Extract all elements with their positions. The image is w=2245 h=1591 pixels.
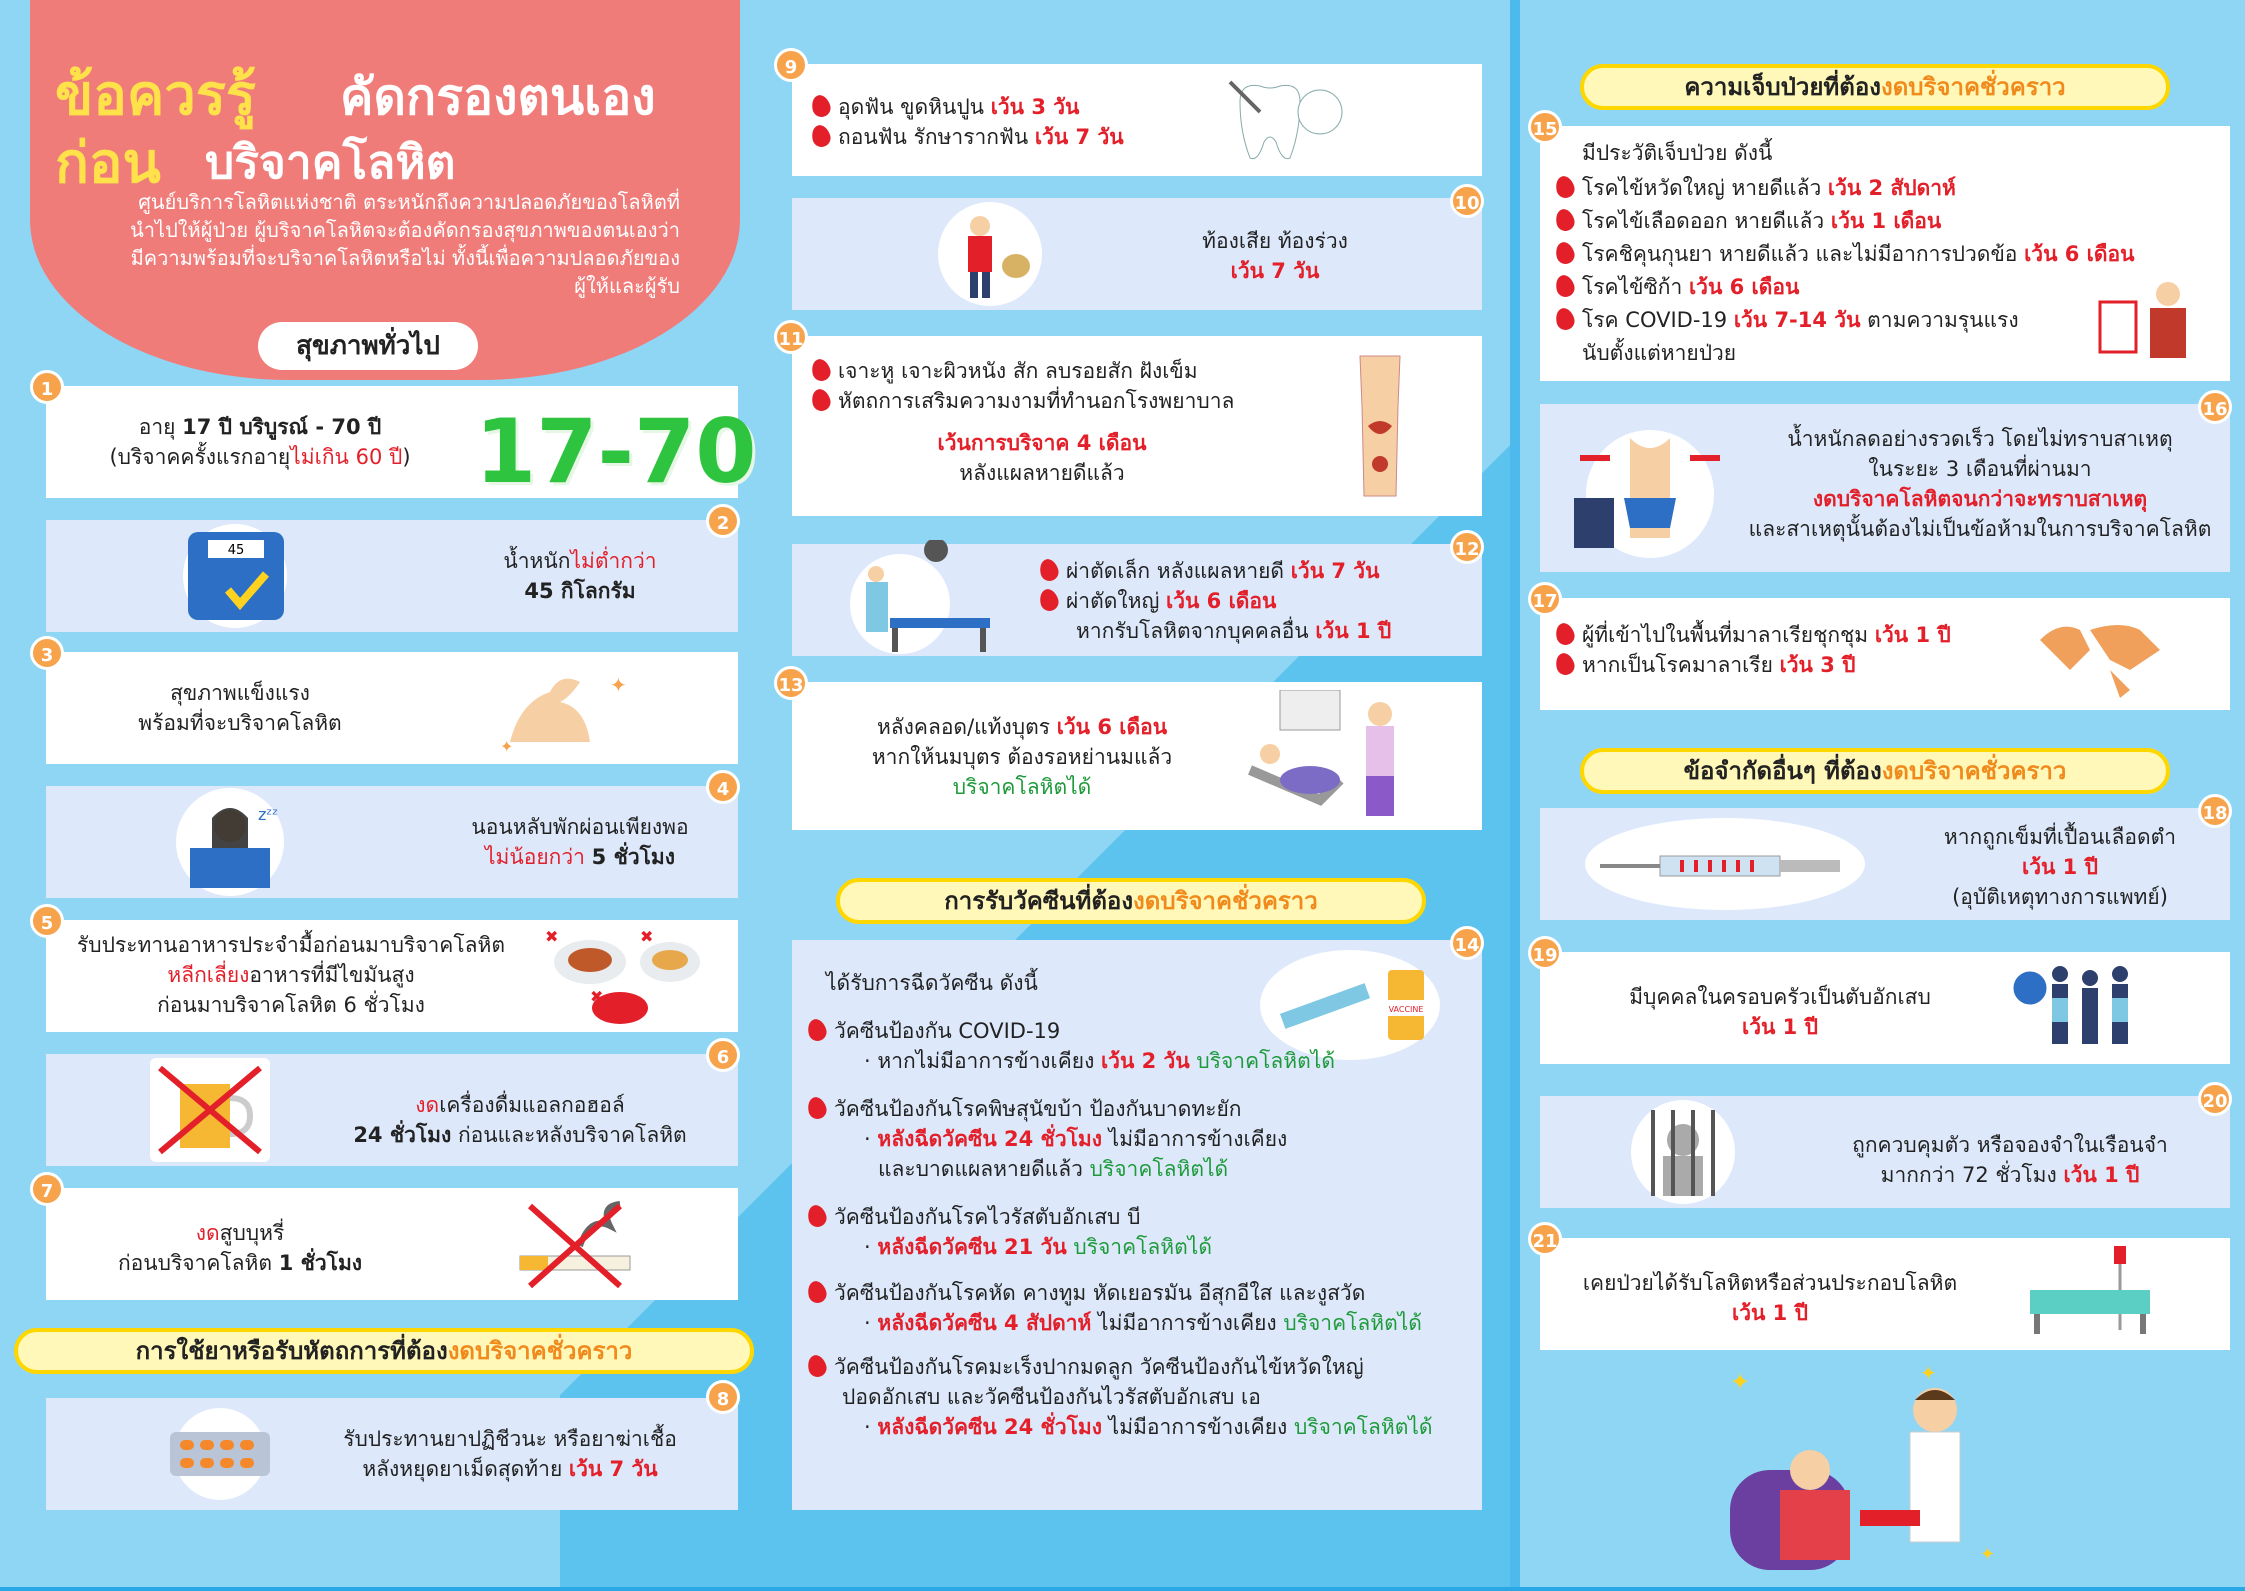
childbirth-text: หลังคลอด/แท้งบุตร เว้น 6 เดือน หากให้นมบุตร ต้องรอหย่านมแล้ว บริจาคโลหิตได้ <box>871 715 1173 799</box>
weight-loss-text: น้ำหนักลดอย่างรวดเร็ว โดยไม่ทราบสาเหตุ ในระยะ 3 เดือนที่ผ่านมา งดบริจาคโลหิตจนกว่าจะทราบสาเหตุ และสาเหตุนั้นต้องไม่เป็นข้อห้ามในการบริจาคโลหิต <box>1748 427 2212 541</box>
banner-vaccine: การรับวัคซีนที่ต้องงดบริจาคชั่วคราว <box>836 878 1426 924</box>
vaccine-intro: ได้รับการฉีดวัคซีน ดังนี้ <box>826 971 1038 995</box>
blood-donation-illustration <box>1720 1360 2020 1591</box>
arm-muscle-icon <box>490 662 630 762</box>
badge-number: 7 <box>30 1172 64 1206</box>
dental-text: อุดฟัน ขูดหินปูน เว้น 3 วัน ถอนฟัน รักษารากฟัน เว้น 7 วัน <box>812 92 1232 152</box>
badge-number: 10 <box>1450 184 1484 218</box>
svg-text:✖: ✖ <box>590 987 604 1006</box>
vaccine-covid: วัคซีนป้องกัน COVID-19 · หากไม่มีอาการข้างเคียง เว้น 2 วัน บริจาคโลหิตได้ <box>808 1016 1468 1076</box>
badge-number: 21 <box>1528 1222 1562 1256</box>
prison-text: ถูกควบคุมตัว หรือจองจำในเรือนจำ มากกว่า 72 ชั่วโมง เว้น 1 ปี <box>1852 1133 2168 1187</box>
vaccine-rabies: วัคซีนป้องกันโรคพิษสุนัขบ้า ป้องกันบาดทะยัก · หลังฉีดวัคซีน 24 ชั่วโมง ไม่มีอาการข้างเคียง และบาดแผลหายดีแล้ว บริจาคโลหิตได้ <box>808 1094 1468 1184</box>
badge-number: 9 <box>774 48 808 82</box>
badge-number: 11 <box>774 320 808 354</box>
svg-text:✦: ✦ <box>1730 1368 1751 1396</box>
smoking-text: งดสูบบุหรี่ ก่อนบริจาคโลหิต 1 ชั่วโมง <box>117 1221 363 1275</box>
svg-text:✖: ✖ <box>545 927 559 946</box>
transfusion-text: เคยป่วยได้รับโลหิตหรือส่วนประกอบโลหิต เว้น 1 ปี <box>1582 1271 1958 1325</box>
no-alcohol-icon <box>150 1058 270 1166</box>
doctor-icon <box>2090 272 2210 376</box>
svg-text:✦: ✦ <box>500 737 514 756</box>
badge-number: 5 <box>30 904 64 938</box>
sleep-text: นอนหลับพักผ่อนเพียงพอ ไม่น้อยกว่า 5 ชั่วโมง <box>471 815 689 869</box>
pills-icon <box>160 1408 280 1504</box>
tooth-icon <box>1220 72 1350 172</box>
badge-number: 12 <box>1450 530 1484 564</box>
hero-title-before: ก่อน <box>55 131 161 196</box>
general-health-label: สุขภาพทั่วไป <box>258 322 478 370</box>
banner-illness: ความเจ็บป่วยที่ต้องงดบริจาคชั่วคราว <box>1580 64 2170 110</box>
world-map-icon <box>2030 610 2170 704</box>
vaccine-hepb: วัคซีนป้องกันโรคไวรัสตับอักเสบ บี · หลังฉีดวัคซีน 21 วัน บริจาคโลหิตได้ <box>808 1202 1468 1262</box>
illness-list: โรคไข้หวัดใหญ่ หายดีแล้ว เว้น 2 สัปดาห์ โรคไข้เลือดออก หายดีแล้ว เว้น 1 เดือน โรคชิคุนกุนยา หายดีแล้ว และไม่มีอาการปวดข้อ เว้น 6 เดือน โรคไข้ซิก้า เว้น 6 เดือน โรค COVID-19 เว้น 7-14 วัน ตามความรุนแรง นับตั้งแต่หายป่วย <box>1556 172 2176 370</box>
badge-number: 19 <box>1528 936 1562 970</box>
illness-intro: มีประวัติเจ็บป่วย ดังนี้ <box>1582 141 1773 165</box>
badge-number: 17 <box>1528 582 1562 616</box>
hero-title-donation: บริจาคโลหิต <box>205 135 456 189</box>
banner-medicine: การใช้ยาหรือรับหัตถการที่ต้องงดบริจาคชั่วคราว <box>14 1328 754 1374</box>
needle-text: หากถูกเข็มที่เปื้อนเลือดตำ เว้น 1 ปี (อุบัติเหตุทางการแพทย์) <box>1943 825 2177 909</box>
vaccine-hpv: วัคซีนป้องกันโรคมะเร็งปากมดลูก วัคซีนป้องกันไข้หวัดใหญ่ ปอดอักเสบ และวัคซีนป้องกันไวรัสตับอักเสบ เอ · หลังฉีดวัคซีน 24 ชั่วโมง ไม่มีอาการข้างเคียง บริจาคโลหิตได้ <box>808 1352 1488 1442</box>
badge-number: 1 <box>30 370 64 404</box>
jail-icon <box>1618 1100 1748 1208</box>
badge-number: 3 <box>30 636 64 670</box>
weight-loss-icon <box>1560 418 1740 562</box>
health-text: สุขภาพแข็งแรง พร้อมที่จะบริจาคโลหิต <box>138 681 342 735</box>
badge-number: 13 <box>774 666 808 700</box>
no-smoking-icon <box>510 1196 640 1296</box>
mother-baby-icon <box>1230 690 1430 830</box>
banner-other: ข้อจำกัดอื่นๆ ที่ต้องงดบริจาคชั่วคราว <box>1580 748 2170 794</box>
badge-number: 18 <box>2198 794 2232 828</box>
stomach-ache-icon <box>930 202 1050 310</box>
hepatitis-family-text: มีบุคคลในครอบครัวเป็นตับอักเสบ เว้น 1 ปี <box>1629 985 1931 1039</box>
surgery-icon <box>840 540 1000 664</box>
badge-number: 20 <box>2198 1082 2232 1116</box>
vial-label: VACCINE <box>1388 1005 1424 1014</box>
hero-description: ศูนย์บริการโลหิตแห่งชาติ ตระหนักถึงความปลอดภัยของโลหิตที่นำไปให้ผู้ป่วย ผู้บริจาคโลหิตจะต้องคัดกรองสุขภาพของตนเองว่ามีความพร้อมที่จะบริจาคโลหิตหรือไม่ ทั้งนี้เพื่อความปลอดภัยของผู้ให้และผู้รับ <box>130 190 680 298</box>
badge-number: 2 <box>706 504 740 538</box>
weight-text: น้ำหนักไม่ต่ำกว่า 45 กิโลกรัม <box>503 549 657 603</box>
badge-number: 8 <box>706 1380 740 1414</box>
hero-title-highlight: ข้อควรรู้ <box>55 63 256 128</box>
svg-text:✖: ✖ <box>640 927 654 946</box>
svg-text:zᶻᶻ: zᶻᶻ <box>258 805 279 824</box>
surgery-text: ผ่าตัดเล็ก หลังแผลหายดี เว้น 7 วัน ผ่าตัดใหญ่ เว้น 6 เดือน หากรับโลหิตจากบุคคลอื่น เว้น 1 ปี <box>1040 556 1480 646</box>
hero-title-main: คัดกรองตนเอง <box>340 68 656 126</box>
diarrhea-text: ท้องเสีย ท้องร่วง เว้น 7 วัน <box>1202 229 1348 283</box>
tattoo-arm-icon <box>1340 346 1420 510</box>
badge-number: 14 <box>1450 926 1484 960</box>
badge-number: 4 <box>706 770 740 804</box>
syringe-icon <box>1580 816 1870 916</box>
malaria-text: ผู้ที่เข้าไปในพื้นที่มาลาเรียชุกชุม เว้น 1 ปี หากเป็นโรคมาลาเรีย เว้น 3 ปี <box>1556 620 2076 680</box>
piercing-wait: เว้นการบริจาค 4 เดือน หลังแผลหายดีแล้ว <box>937 431 1147 485</box>
hospital-bed-icon <box>2020 1240 2170 1344</box>
svg-text:✦: ✦ <box>1920 1361 1937 1385</box>
family-icon <box>2000 958 2150 1062</box>
scale-icon <box>160 524 310 632</box>
sleeping-person-icon <box>150 788 310 900</box>
piercing-text: เจาะหู เจาะผิวหนัง สัก ลบรอยสัก ฝังเข็ม หัตถการเสริมความงามที่ทำนอกโรงพยาบาล <box>812 356 1332 416</box>
scale-reading: 45 <box>227 543 245 558</box>
badge-number: 15 <box>1528 110 1562 144</box>
age-range-big: 17-70 <box>475 400 757 503</box>
antibiotics-text: รับประทานยาปฏิชีวนะ หรือยาฆ่าเชื้อ หลังหยุดยาเม็ดสุดท้าย เว้น 7 วัน <box>343 1427 677 1481</box>
food-text: รับประทานอาหารประจำมื้อก่อนมาบริจาคโลหิต หลีกเลี่ยงอาหารที่มีไขมันสูง ก่อนมาบริจาคโลหิต 6 ชั่วโมง <box>77 933 505 1017</box>
vaccine-measles: วัคซีนป้องกันโรคหัด คางทูม หัดเยอรมัน อีสุกอีใส และงูสวัด · หลังฉีดวัคซีน 4 สัปดาห์ ไม่มีอาการข้างเคียง บริจาคโลหิตได้ <box>808 1278 1488 1338</box>
fatty-food-icon <box>540 922 720 1034</box>
badge-number: 6 <box>706 1038 740 1072</box>
svg-text:✦: ✦ <box>1980 1544 1996 1565</box>
alcohol-text: งดเครื่องดื่มแอลกอฮอล์ 24 ชั่วโมง ก่อนและหลังบริจาคโลหิต <box>353 1093 687 1147</box>
svg-text:✦: ✦ <box>610 673 627 697</box>
age-text: อายุ 17 ปี บริบูรณ์ - 70 ปี (บริจาคครั้งแรกอายุไม่เกิน 60 ปี) <box>109 415 411 469</box>
badge-number: 16 <box>2198 390 2232 424</box>
